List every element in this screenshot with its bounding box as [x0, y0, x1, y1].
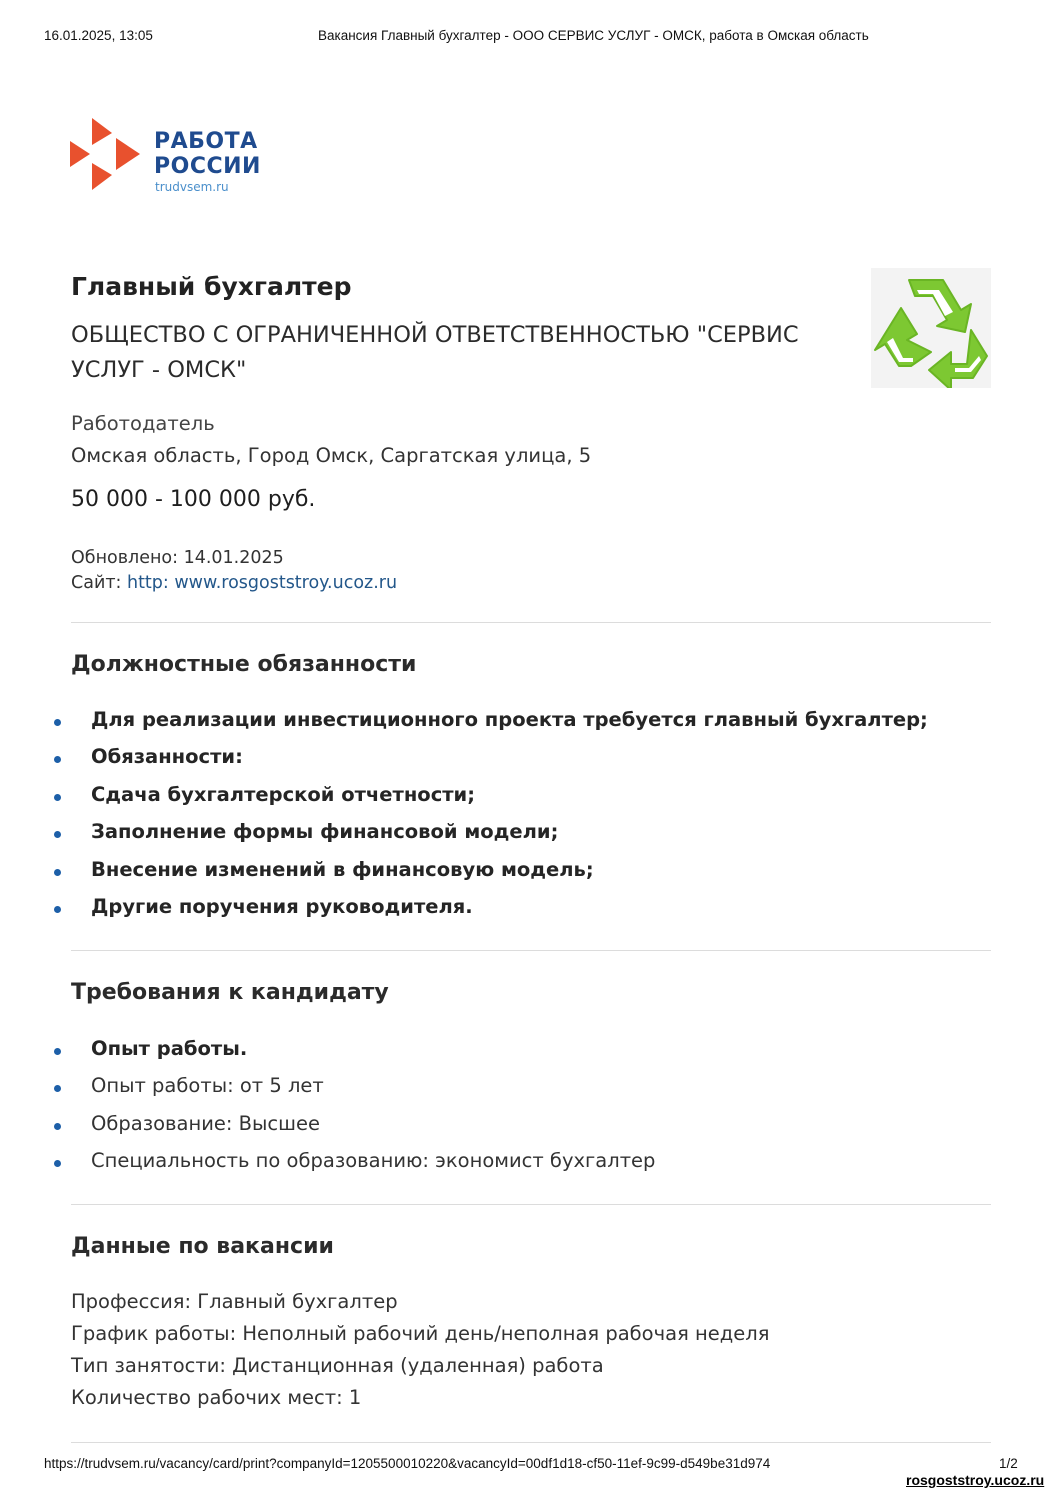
list-item: Обязанности: [0, 743, 928, 780]
duties-list [0, 706, 928, 930]
print-url: https://trudvsem.ru/vacancy/card/print?companyId=1205500010220&vacancyId=00df1d18-cf50-11ef-9c99-d549be31d974 [44, 1456, 771, 1471]
site-row [71, 573, 397, 593]
print-datetime: 16.01.2025, 13:05 [44, 28, 153, 43]
list-item: Внесение изменений в финансовую модель; [0, 856, 928, 893]
requirements-list [0, 1035, 655, 1185]
print-header [0, 28, 1060, 46]
details-title: Данные по вакансии [71, 1234, 334, 1259]
divider [71, 1442, 991, 1443]
site-link[interactable]: http: www.rosgoststroy.ucoz.ru [126, 573, 398, 593]
company-logo [871, 268, 991, 388]
updated-date: Обновлено: 14.01.2025 [71, 548, 284, 568]
divider [71, 622, 991, 623]
print-title: Вакансия Главный бухгалтер - ООО СЕРВИС УСЛУГ - ОМСК, работа в Омская область [318, 28, 869, 43]
list-item: Опыт работы. [0, 1035, 655, 1072]
site-logo[interactable] [70, 116, 270, 196]
print-footer [0, 1456, 1060, 1474]
detail-item: Профессия: Главный бухгалтер [71, 1290, 398, 1313]
details-list [71, 1288, 769, 1416]
recycle-icon [871, 268, 991, 388]
rabota-rossii-logo-icon [70, 116, 142, 192]
list-item: Опыт работы: от 5 лет [0, 1072, 655, 1109]
site-label: Сайт: [71, 573, 127, 593]
detail-item: Количество рабочих мест: 1 [71, 1386, 362, 1409]
list-item: Сдача бухгалтерской отчетности; [0, 781, 928, 818]
list-item: Образование: Высшее [0, 1110, 655, 1147]
employer-label: Работодатель [71, 412, 215, 435]
list-item: Для реализации инвестиционного проекта требуется главный бухгалтер; [0, 706, 928, 743]
watermark: rosgoststroy.ucoz.ru [906, 1472, 1045, 1488]
detail-item: Тип занятости: Дистанционная (удаленная) работа [71, 1354, 604, 1377]
list-item: Другие поручения руководителя. [0, 893, 928, 930]
page-number: 1/2 [999, 1456, 1018, 1471]
company-name: ОБЩЕСТВО С ОГРАНИЧЕННОЙ ОТВЕТСТВЕННОСТЬЮ "СЕРВИС УСЛУГ - ОМСК" [71, 322, 799, 383]
logo-text-line2: РОССИИ [154, 154, 261, 179]
logo-text-line1: РАБОТА [154, 129, 258, 154]
duties-title: Должностные обязанности [71, 652, 417, 677]
list-item: Заполнение формы финансовой модели; [0, 818, 928, 855]
employer-address: Омская область, Город Омск, Саргатская улица, 5 [71, 444, 592, 467]
logo-domain: trudvsem.ru [155, 180, 229, 194]
divider [71, 1204, 991, 1205]
requirements-title: Требования к кандидату [71, 980, 389, 1005]
list-item: Специальность по образованию: экономист бухгалтер [0, 1147, 655, 1184]
salary: 50 000 - 100 000 руб. [71, 487, 316, 512]
divider [71, 950, 991, 951]
detail-item: График работы: Неполный рабочий день/неполная рабочая неделя [71, 1322, 770, 1345]
vacancy-title: Главный бухгалтер [71, 272, 352, 301]
